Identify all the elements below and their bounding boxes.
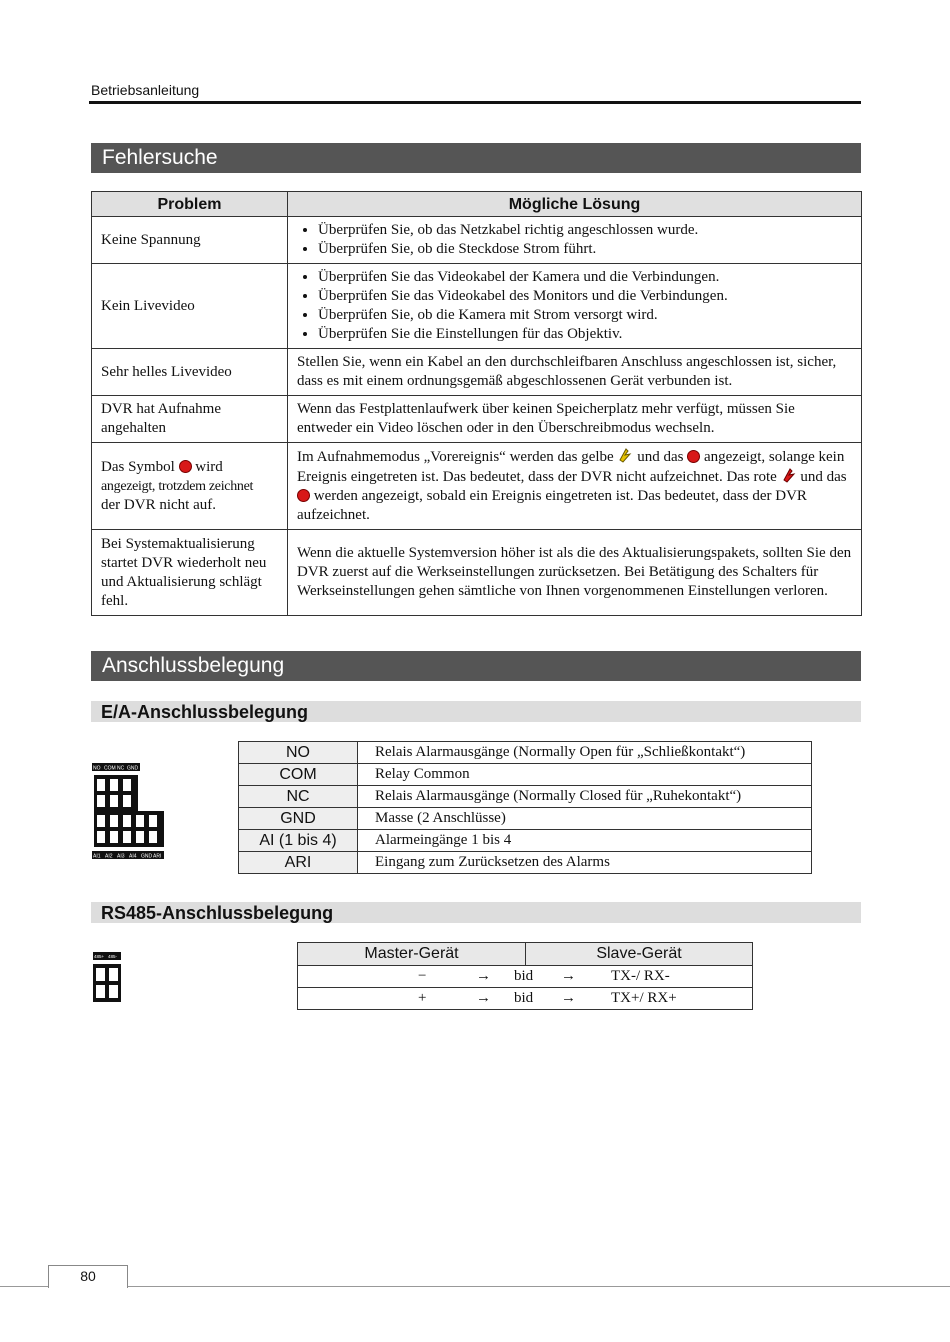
table-row xyxy=(92,264,862,349)
solution-cell: Wenn das Festplattenlaufwerk über keinen Speicherplatz mehr verfügt, müssen Sie entweder ein Video löschen oder in den Überschreibmodus wechseln. xyxy=(288,396,862,443)
table-row xyxy=(239,852,812,874)
problem-cell: Keine Spannung xyxy=(92,217,288,264)
connector-pin-label: GND xyxy=(127,765,139,772)
pin-description: Eingang zum Zurücksetzen des Alarms xyxy=(358,852,812,874)
solution-text: angezeigt, solange kein Ereignis eingetreten ist. Das bedeutet, dass der DVR nicht aufzeichnet. Das rote xyxy=(297,449,845,485)
solution-cell xyxy=(288,217,862,264)
pin-name: NC xyxy=(239,786,358,808)
table-row xyxy=(298,966,753,988)
io-pinout-table xyxy=(238,741,812,874)
pin-name: AI (1 bis 4) xyxy=(239,830,358,852)
connector-pin-label: AI1 xyxy=(93,853,101,860)
table-row xyxy=(92,349,862,396)
section-title-pinout: Anschlussbelegung xyxy=(91,651,861,681)
solution-text: und das xyxy=(800,469,847,485)
solution-bullet: • Überprüfen Sie, ob das Netzkabel richtig angeschlossen wurde. xyxy=(318,221,853,240)
connector-pin-label: COM xyxy=(104,765,116,772)
running-header: Betriebsanleitung xyxy=(91,82,200,98)
column-header-master: Master-Gerät xyxy=(298,943,526,966)
record-dot-icon xyxy=(297,489,310,502)
table-row xyxy=(239,742,812,764)
subsection-title-io: E/A-Anschlussbelegung xyxy=(91,701,861,722)
solution-bullet: • Überprüfen Sie die Einstellungen für das Objektiv. xyxy=(318,325,853,344)
master-signal: + xyxy=(418,990,427,1006)
subsection-title-rs485: RS485-Anschlussbelegung xyxy=(91,902,861,923)
solution-cell: Stellen Sie, wenn ein Kabel an den durchschleifbaren Anschluss angeschlossen ist, sicher, dass es mit einem ordnungsgemäß abgeschlossenen Gerät verbunden ist. xyxy=(288,349,862,396)
page-number: 80 xyxy=(48,1265,128,1288)
table-row xyxy=(239,764,812,786)
pin-description: Masse (2 Anschlüsse) xyxy=(358,808,812,830)
solution-bullet: • Überprüfen Sie das Videokabel des Monitors und die Verbindungen. xyxy=(318,287,853,306)
solution-bullet: • Überprüfen Sie das Videokabel der Kamera und die Verbindungen. xyxy=(318,268,853,287)
arrow-icon: → xyxy=(476,968,491,984)
solution-text: und das xyxy=(637,449,684,465)
pin-name: NO xyxy=(239,742,358,764)
header-rule xyxy=(89,101,861,104)
connector-pin-label: GND xyxy=(141,853,153,860)
connector-pin-label: 485+ xyxy=(94,954,105,959)
problem-text: der DVR nicht auf. xyxy=(101,496,216,513)
pin-name: GND xyxy=(239,808,358,830)
solution-text: werden angezeigt, sobald ein Ereignis eingetreten ist. Das bedeutet, dass der DVR aufzeichnet. xyxy=(297,488,807,523)
solution-bullet: • Überprüfen Sie, ob die Steckdose Strom führt. xyxy=(318,240,853,259)
table-row xyxy=(92,396,862,443)
io-connector-icon xyxy=(92,763,166,861)
record-dot-icon xyxy=(179,460,192,473)
arrow-icon: → xyxy=(561,968,576,984)
arrow-icon: → xyxy=(476,990,491,1006)
table-header-row xyxy=(298,943,753,966)
yellow-event-icon xyxy=(617,447,633,463)
table-header-row xyxy=(92,192,862,217)
table-row xyxy=(92,530,862,616)
connector-pin-label: AI4 xyxy=(129,853,137,860)
connector-pin-label: AI3 xyxy=(117,853,125,860)
connector-pin-label: NC xyxy=(117,765,125,772)
connector-pin-label: AI2 xyxy=(105,853,113,860)
problem-cell: DVR hat Aufnahme angehalten xyxy=(92,396,288,443)
footer-rule xyxy=(0,1286,950,1287)
section-title-troubleshooting: Fehlersuche xyxy=(91,143,861,173)
column-header-problem: Problem xyxy=(92,192,288,217)
problem-text: Das Symbol xyxy=(101,458,175,475)
problem-cell xyxy=(92,443,288,530)
table-row xyxy=(239,808,812,830)
solution-cell: Wenn die aktuelle Systemversion höher ist als die des Aktualisierungspakets, sollten Sie den DVR zuerst auf die Werkseinstellungen zurücksetzen. Bei Betätigung des Schalters für Werkseinstellungen gehen sämtliche von Ihnen vorgenommenen Einstellungen verloren. xyxy=(288,530,862,616)
pin-description: Relay Common xyxy=(358,764,812,786)
pin-description: Relais Alarmausgänge (Normally Closed für „Ruhekontakt“) xyxy=(358,786,812,808)
record-dot-icon xyxy=(687,450,700,463)
table-row xyxy=(239,830,812,852)
table-row xyxy=(239,786,812,808)
pin-name: ARI xyxy=(239,852,358,874)
problem-cell: Bei Systemaktualisierung startet DVR wiederholt neu und Aktualisierung schlägt fehl. xyxy=(92,530,288,616)
master-signal: − xyxy=(418,968,427,984)
arrow-icon: → xyxy=(561,990,576,1006)
table-row xyxy=(298,988,753,1010)
connector-pin-label: 485- xyxy=(108,954,118,959)
pin-description: Alarmeingänge 1 bis 4 xyxy=(358,830,812,852)
slave-signal: TX+/ RX+ xyxy=(611,990,677,1006)
problem-text: wird xyxy=(195,458,223,475)
column-header-solution: Mögliche Lösung xyxy=(288,192,862,217)
problem-cell: Kein Livevideo xyxy=(92,264,288,349)
slave-signal: TX-/ RX- xyxy=(611,968,670,984)
rs485-pinout-table xyxy=(297,942,753,1010)
direction-mode: bid xyxy=(514,968,534,984)
problem-cell: Sehr helles Livevideo xyxy=(92,349,288,396)
problem-text: angezeigt, trotzdem zeichnet xyxy=(101,478,254,494)
connector-pin-label: NO xyxy=(93,765,101,772)
solution-cell xyxy=(288,443,862,530)
red-event-icon xyxy=(781,467,797,483)
solution-cell xyxy=(288,264,862,349)
direction-mode: bid xyxy=(514,990,534,1006)
column-header-slave: Slave-Gerät xyxy=(526,943,753,966)
pin-name: COM xyxy=(239,764,358,786)
table-row xyxy=(92,443,862,530)
connector-pin-label: ARI xyxy=(153,853,162,860)
rs485-connector-icon xyxy=(93,952,123,1004)
solution-bullet: • Überprüfen Sie, ob die Kamera mit Strom versorgt wird. xyxy=(318,306,853,325)
table-row xyxy=(92,217,862,264)
solution-text: Im Aufnahmemodus „Vorereignis“ werden das gelbe xyxy=(297,449,614,465)
pin-description: Relais Alarmausgänge (Normally Open für „Schließkontakt“) xyxy=(358,742,812,764)
troubleshooting-table xyxy=(91,191,862,616)
